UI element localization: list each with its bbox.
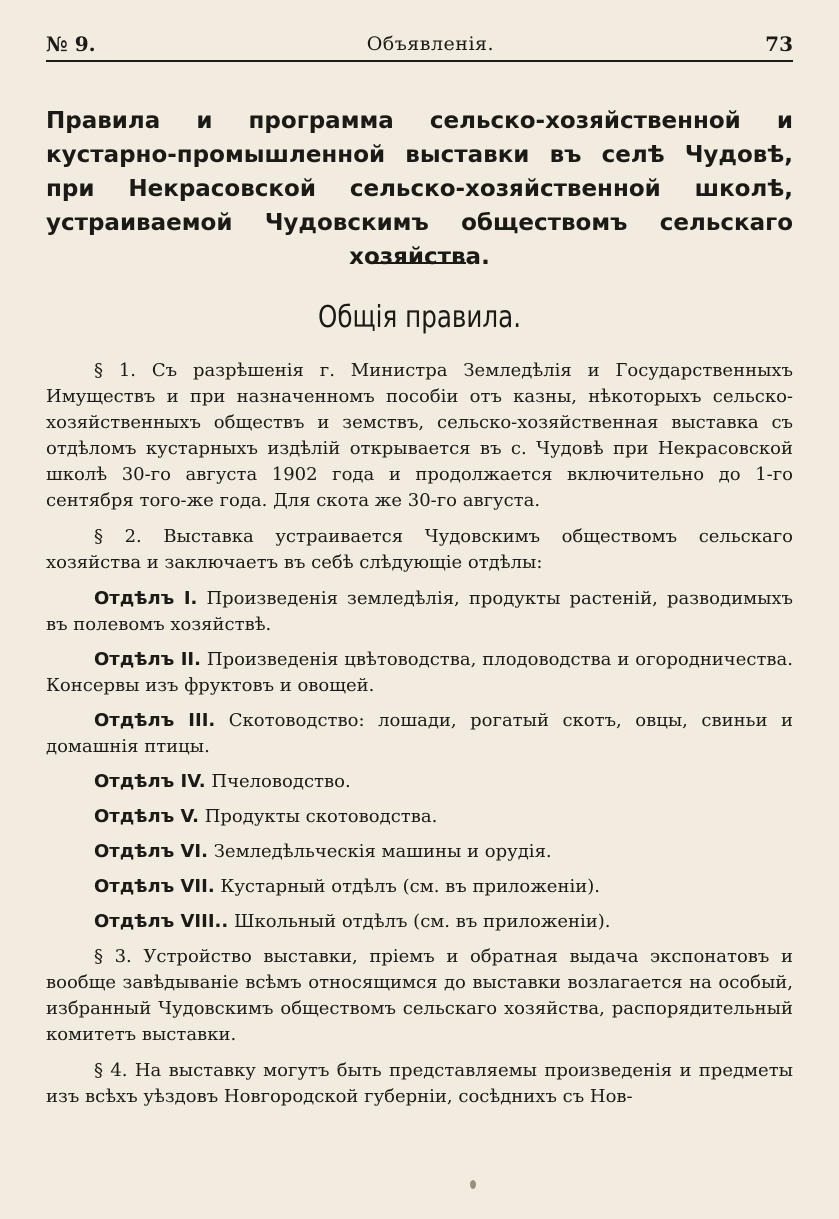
page-header: [46, 28, 793, 60]
department-text: Продукты скотоводства.: [204, 806, 438, 827]
department-heading: Отдѣлъ IV.: [94, 771, 206, 792]
department-text: Произведенія земледѣлія, продукты растеній, разводимыхъ въ полевомъ хозяйствѣ.: [46, 588, 794, 635]
department-text: Скотоводство: лошади, рогатый скотъ, овцы, свиньи и домашнія птицы.: [46, 710, 793, 757]
department-heading: Отдѣлъ VII.: [94, 876, 215, 897]
title-divider: [370, 262, 466, 264]
department-5: [46, 804, 793, 830]
department-6: [46, 839, 793, 865]
department-heading: Отдѣлъ I.: [94, 588, 198, 609]
paragraph-3: § 3. Устройство выставки, пріемъ и обратная выдача экспонатовъ и вообще завѣдываніе всѣмъ относящимся до выставки возлагается на особый, избранный Чудовскимъ обществомъ сельскаго хозяйства, распорядительный комитетъ выставки.: [46, 946, 793, 1045]
document-title: Правила и программа сельско-хозяйственной и кустарно-промышленной выставки въ селѣ Чудовѣ, при Некрасовской сельско-хозяйственной школѣ, устраиваемой Чудовскимъ обществомъ сельскаго хозяйства.: [46, 108, 793, 270]
department-heading: Отдѣлъ VIII..: [94, 911, 229, 932]
issue-number: № 9.: [46, 32, 96, 56]
department-heading: Отдѣлъ V.: [94, 806, 199, 827]
page-number: 73: [765, 32, 793, 56]
paragraph-2: § 2. Выставка устраивается Чудовскимъ обществомъ сельскаго хозяйства и заключаетъ въ себѣ слѣдующіе отдѣлы:: [46, 526, 793, 573]
department-4: [46, 769, 793, 795]
paragraph-1: § 1. Съ разрѣшенія г. Министра Земледѣлія и Государственныхъ Имуществъ и при назначенномъ пособіи отъ казны, нѣкоторыхъ сельско-хозяйственныхъ обществъ и земствъ, сельско-хозяйственная выставка съ отдѣломъ кустарныхъ издѣлій открывается въ с. Чудовѣ при Некрасовской школѣ 30-го августа 1902 года и продолжается включительно до 1-го сентября того-же года. Для скота же 30-го августа.: [46, 360, 793, 511]
ink-speck: [470, 1180, 476, 1189]
department-text: Школьный отдѣлъ (см. въ приложеніи).: [233, 911, 611, 932]
header-rule: [46, 60, 793, 62]
section-heading: Общія правила.: [317, 300, 522, 335]
paragraph-4: § 4. На выставку могутъ быть представляемы произведенія и предметы изъ всѣхъ уѣздовъ Новгородской губерніи, сосѣднихъ съ Нов-: [46, 1060, 793, 1107]
department-1: [46, 586, 793, 638]
department-text: Пчеловодство.: [211, 771, 351, 792]
department-7: [46, 874, 793, 900]
document-body: [46, 358, 793, 1120]
department-8: [46, 909, 793, 935]
department-heading: Отдѣлъ II.: [94, 649, 201, 670]
section-title: Объявленія.: [366, 33, 495, 55]
department-3: [46, 708, 793, 760]
department-heading: Отдѣлъ VI.: [94, 841, 208, 862]
department-text: Произведенія цвѣтоводства, плодоводства и огородничества. Консервы изъ фруктовъ и овощей.: [46, 649, 793, 696]
department-text: Земледѣльческія машины и орудія.: [213, 841, 552, 862]
department-heading: Отдѣлъ III.: [94, 710, 216, 731]
department-2: [46, 647, 793, 699]
department-text: Кустарный отдѣлъ (см. въ приложеніи).: [220, 876, 600, 897]
